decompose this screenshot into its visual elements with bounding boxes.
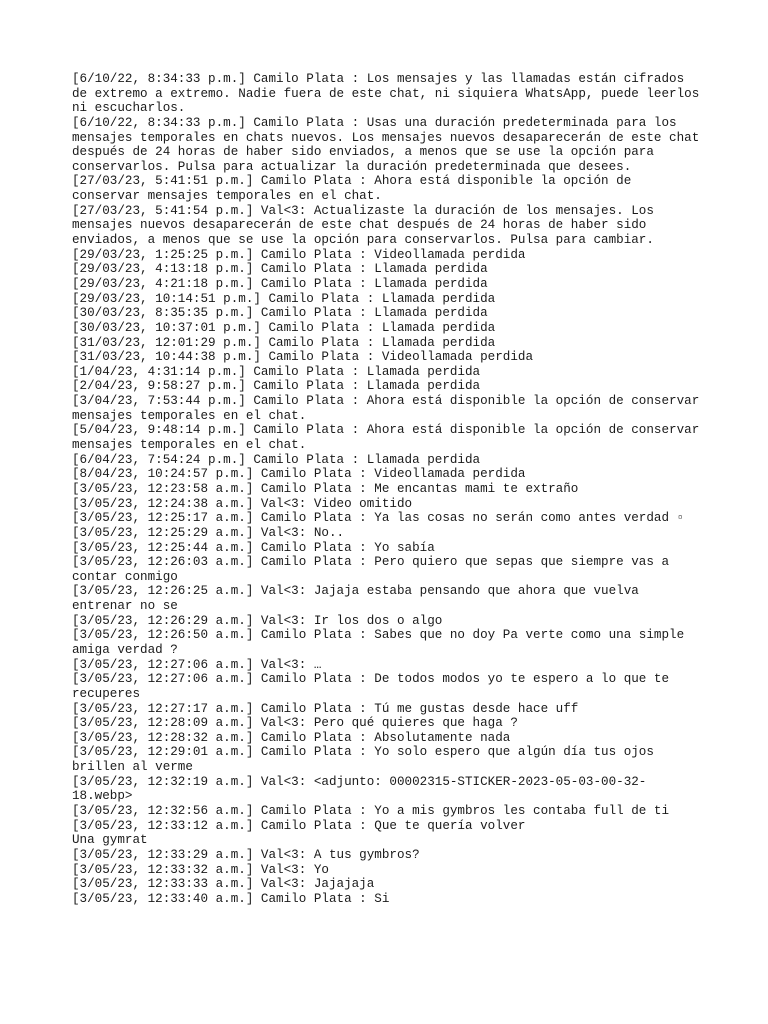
- transcript-line: [3/05/23, 12:33:29 a.m.] Val<3: A tus gymbros?: [72, 847, 420, 862]
- transcript-line: enviados, a menos que se use la opción para conservarlos. Pulsa para cambiar.: [72, 233, 654, 248]
- transcript-line: [3/05/23, 12:26:25 a.m.] Val<3: Jajaja estaba pensando que ahora que vuelva: [72, 584, 639, 599]
- transcript-line: [3/05/23, 12:33:40 a.m.] Camilo Plata : Si: [72, 891, 390, 906]
- transcript-line: mensajes temporales en chats nuevos. Los mensajes nuevos desaparecerán de este chat: [72, 130, 700, 145]
- transcript-line: mensajes temporales en el chat.: [72, 408, 307, 423]
- transcript-line: [31/03/23, 10:44:38 p.m.] Camilo Plata : Videollamada perdida: [72, 350, 534, 365]
- transcript-line: [3/05/23, 12:32:19 a.m.] Val<3: <adjunto: 00002315-STICKER-2023-05-03-00-32-: [72, 774, 647, 789]
- transcript-line: brillen al verme: [72, 760, 193, 775]
- transcript-line: [30/03/23, 10:37:01 p.m.] Camilo Plata : Llamada perdida: [72, 320, 496, 335]
- transcript-line: contar conmigo: [72, 569, 178, 584]
- transcript-line: recuperes: [72, 686, 141, 701]
- transcript-line: [3/05/23, 12:25:44 a.m.] Camilo Plata : Yo sabía: [72, 540, 435, 555]
- transcript-line: [29/03/23, 1:25:25 p.m.] Camilo Plata : Videollamada perdida: [72, 247, 526, 262]
- transcript-line: Una gymrat: [72, 833, 148, 848]
- transcript-line: de extremo a extremo. Nadie fuera de este chat, ni siquiera WhatsApp, puede leerlos: [72, 86, 700, 101]
- transcript-line: [3/04/23, 7:53:44 p.m.] Camilo Plata : Ahora está disponible la opción de conservar: [72, 394, 700, 409]
- transcript-line: [3/05/23, 12:27:06 a.m.] Val<3: …: [72, 657, 322, 672]
- transcript-line: [3/05/23, 12:33:12 a.m.] Camilo Plata : Que te quería volver: [72, 818, 526, 833]
- transcript-line: [2/04/23, 9:58:27 p.m.] Camilo Plata : Llamada perdida: [72, 379, 481, 394]
- transcript-line: mensajes nuevos desaparecerán de este chat después de 24 horas de haber sido: [72, 218, 647, 233]
- transcript-line: [29/03/23, 4:13:18 p.m.] Camilo Plata : Llamada perdida: [72, 262, 488, 277]
- transcript-line: después de 24 horas de haber sido enviados, a menos que se use la opción para: [72, 145, 654, 160]
- transcript-line: conservar mensajes temporales en el chat.: [72, 189, 382, 204]
- chat-transcript-page: [72, 72, 712, 907]
- transcript-line: [3/05/23, 12:26:50 a.m.] Camilo Plata : Sabes que no doy Pa verte como una simple: [72, 628, 685, 643]
- transcript-line: [6/04/23, 7:54:24 p.m.] Camilo Plata : Llamada perdida: [72, 452, 481, 467]
- transcript-line: [30/03/23, 8:35:35 p.m.] Camilo Plata : Llamada perdida: [72, 306, 488, 321]
- transcript-line: mensajes temporales en el chat.: [72, 438, 307, 453]
- transcript-line: [31/03/23, 12:01:29 p.m.] Camilo Plata : Llamada perdida: [72, 335, 496, 350]
- transcript-line: ni escucharlos.: [72, 101, 186, 116]
- transcript-line: [3/05/23, 12:28:32 a.m.] Camilo Plata : Absolutamente nada: [72, 730, 511, 745]
- transcript-line: [3/05/23, 12:26:03 a.m.] Camilo Plata : Pero quiero que sepas que siempre vas a: [72, 555, 670, 570]
- transcript-line: 18.webp>: [72, 789, 133, 804]
- transcript-line: [3/05/23, 12:24:38 a.m.] Val<3: Video omitido: [72, 496, 413, 511]
- transcript-line: [3/05/23, 12:27:17 a.m.] Camilo Plata : Tú me gustas desde hace uff: [72, 701, 579, 716]
- transcript-line: [6/10/22, 8:34:33 p.m.] Camilo Plata : Los mensajes y las llamadas están cifrados: [72, 72, 685, 86]
- transcript-line: [3/05/23, 12:29:01 a.m.] Camilo Plata : Yo solo espero que algún día tus ojos: [72, 745, 654, 760]
- transcript-line: [3/05/23, 12:25:29 a.m.] Val<3: No..: [72, 525, 345, 540]
- transcript-line: [3/05/23, 12:28:09 a.m.] Val<3: Pero qué quieres que haga ?: [72, 716, 518, 731]
- transcript-line: [29/03/23, 10:14:51 p.m.] Camilo Plata : Llamada perdida: [72, 291, 496, 306]
- transcript-line: [5/04/23, 9:48:14 p.m.] Camilo Plata : Ahora está disponible la opción de conservar: [72, 423, 700, 438]
- transcript-line: [6/10/22, 8:34:33 p.m.] Camilo Plata : Usas una duración predeterminada para los: [72, 115, 677, 130]
- transcript-line: [3/05/23, 12:27:06 a.m.] Camilo Plata : De todos modos yo te espero a lo que te: [72, 672, 670, 687]
- transcript-line: [3/05/23, 12:25:17 a.m.] Camilo Plata : Ya las cosas no serán como antes verdad ▫: [72, 511, 685, 526]
- transcript-line: [1/04/23, 4:31:14 p.m.] Camilo Plata : Llamada perdida: [72, 364, 481, 379]
- transcript-line: [3/05/23, 12:33:33 a.m.] Val<3: Jajajaja: [72, 877, 375, 892]
- transcript-line: [8/04/23, 10:24:57 p.m.] Camilo Plata : Videollamada perdida: [72, 467, 526, 482]
- transcript-line: [27/03/23, 5:41:51 p.m.] Camilo Plata : Ahora está disponible la opción de: [72, 174, 632, 189]
- transcript-line: conservarlos. Pulsa para actualizar la duración predeterminada que desees.: [72, 159, 632, 174]
- transcript-line: [3/05/23, 12:32:56 a.m.] Camilo Plata : Yo a mis gymbros les contaba full de ti: [72, 804, 670, 819]
- transcript-line: amiga verdad ?: [72, 642, 178, 657]
- transcript-line: [3/05/23, 12:23:58 a.m.] Camilo Plata : Me encantas mami te extraño: [72, 481, 579, 496]
- transcript-line: [27/03/23, 5:41:54 p.m.] Val<3: Actualizaste la duración de los mensajes. Los: [72, 203, 654, 218]
- transcript-line: [3/05/23, 12:26:29 a.m.] Val<3: Ir los dos o algo: [72, 613, 443, 628]
- transcript-line: entrenar no se: [72, 599, 178, 614]
- transcript-line: [3/05/23, 12:33:32 a.m.] Val<3: Yo: [72, 862, 329, 877]
- transcript-line: [29/03/23, 4:21:18 p.m.] Camilo Plata : Llamada perdida: [72, 276, 488, 291]
